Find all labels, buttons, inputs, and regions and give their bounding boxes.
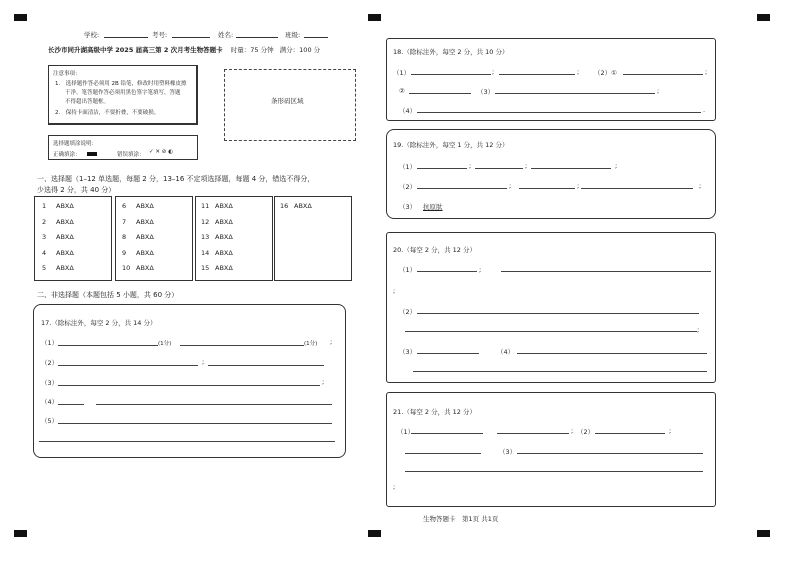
school-label: 学校: xyxy=(84,31,100,39)
notice-title: 注意事项： xyxy=(53,71,81,77)
q21-blank[interactable] xyxy=(595,433,665,434)
q17-part-4: （4） xyxy=(41,398,59,406)
mc-question-number: 9 xyxy=(122,248,127,257)
fill-guide-correct-label: 正确填涂： xyxy=(53,152,81,158)
mc-answer-options[interactable]: ABXΔ xyxy=(136,217,154,226)
q20-blank[interactable] xyxy=(405,331,697,332)
name-field[interactable] xyxy=(236,30,278,38)
q18-punct: ; xyxy=(492,68,495,76)
q20-blank[interactable] xyxy=(517,353,707,354)
mc-question-number: 5 xyxy=(42,264,47,272)
q18-punct: ; xyxy=(657,87,660,95)
mc-question-row[interactable] xyxy=(42,202,74,210)
q19-part-2: （2） xyxy=(399,183,417,191)
notice-item-1c: 不得超出答题框。 xyxy=(65,99,110,105)
mc-answer-options[interactable]: ABXΔ xyxy=(215,248,233,257)
filled-mark-sample xyxy=(87,152,97,156)
q18-blank[interactable] xyxy=(417,112,701,113)
q21-blank[interactable] xyxy=(517,453,703,454)
mc-answer-options[interactable]: ABXΔ xyxy=(136,202,154,210)
q18-part-2: （2）① xyxy=(594,69,617,77)
mc-question-number: 2 xyxy=(42,217,47,226)
alignment-mark xyxy=(757,14,770,21)
fill-guide-title: 选择题填涂说明： xyxy=(53,141,98,147)
q19-punct: ; xyxy=(525,162,528,170)
mc-answer-options[interactable]: ABXΔ xyxy=(294,202,312,210)
q20-part-4: （4） xyxy=(497,348,515,356)
notice-box xyxy=(48,65,198,125)
q18-box xyxy=(386,38,716,121)
wrong-marks-sample: ✓ ✕ ⊘ ◐ xyxy=(149,149,173,155)
q21-blank[interactable] xyxy=(497,433,569,434)
mc-question-row[interactable] xyxy=(122,218,154,226)
q21-blank[interactable] xyxy=(405,471,703,472)
q19-punct: ; xyxy=(615,162,618,170)
mc-question-row[interactable] xyxy=(42,218,74,226)
fill-guide-wrong-label: 错误填涂： xyxy=(117,152,145,158)
alignment-mark xyxy=(14,14,27,21)
page-footer: 生物答题卡 第1页 共1页 xyxy=(423,515,499,523)
mc-question-number: 4 xyxy=(42,248,47,257)
q17-blank[interactable] xyxy=(58,385,320,386)
mc-answer-options[interactable]: ABXΔ xyxy=(215,202,233,210)
q17-blank[interactable] xyxy=(58,365,198,366)
q19-part-3: （3） xyxy=(399,203,417,211)
alignment-mark xyxy=(757,530,770,537)
section2-heading: 二、非选择题（本题包括 5 小题，共 60 分） xyxy=(37,291,179,299)
barcode-label: 条形码区域 xyxy=(271,97,304,105)
alignment-mark xyxy=(368,530,381,537)
q20-blank[interactable] xyxy=(417,353,479,354)
mc-question-row[interactable] xyxy=(201,249,233,257)
q18-punct: ; xyxy=(577,68,580,76)
mc-question-row[interactable] xyxy=(122,202,154,210)
q19-answer-3: 抗原肽 xyxy=(423,203,443,211)
q19-blank[interactable] xyxy=(417,188,507,189)
q19-punct: ; xyxy=(509,182,512,190)
mc-answer-options[interactable]: ABXΔ xyxy=(215,233,233,241)
q20-part-1: （1） xyxy=(399,266,417,274)
mc-answer-options[interactable]: ABXΔ xyxy=(56,217,74,226)
mc-question-row[interactable] xyxy=(122,249,154,257)
notice-item-1: 1. 选择题作答必须用 2B 铅笔，修改时用塑料橡皮擦 xyxy=(55,81,187,87)
q20-part-2: （2） xyxy=(399,308,417,316)
class-field[interactable] xyxy=(304,30,328,38)
mc-question-number: 8 xyxy=(122,233,127,241)
q17-blank[interactable] xyxy=(208,365,324,366)
mc-question-number: 6 xyxy=(122,202,127,210)
mc-question-number: 1 xyxy=(42,202,47,210)
mc-answer-options[interactable]: ABXΔ xyxy=(136,264,154,272)
alignment-mark xyxy=(14,530,27,537)
notice-item-2: 2. 保持卡面清洁，不要折叠，不要破损。 xyxy=(55,110,160,116)
q21-punct: ; xyxy=(393,483,396,491)
q21-box xyxy=(386,392,716,507)
school-field[interactable] xyxy=(104,30,148,38)
q20-blank[interactable] xyxy=(417,313,699,314)
mc-question-row[interactable] xyxy=(201,264,233,272)
q20-blank[interactable] xyxy=(417,271,477,272)
q19-part-1: （1） xyxy=(399,163,417,171)
q17-box xyxy=(33,304,346,458)
q18-punct: . xyxy=(703,106,706,114)
q19-blank[interactable] xyxy=(531,168,611,169)
section1-heading: 一、选择题（1–12 单选题，每题 2 分，13–16 不定项选择题，每题 4 分，错选不得分， xyxy=(37,175,315,183)
alignment-mark xyxy=(368,14,381,21)
q17-blank[interactable] xyxy=(58,404,84,405)
exam-no-label: 考号: xyxy=(152,31,168,39)
name-label: 姓名: xyxy=(218,31,234,39)
q20-title: 20.（每空 2 分，共 12 分） xyxy=(393,246,477,254)
exam-time: 时量：75 分钟 xyxy=(230,46,274,54)
q17-part-2: （2） xyxy=(41,359,59,367)
barcode-area xyxy=(224,69,356,141)
q20-blank[interactable] xyxy=(413,371,707,372)
q21-part-1: （1） xyxy=(397,428,415,436)
q21-part-2: （2） xyxy=(577,428,595,436)
mc-answer-options[interactable]: ABXΔ xyxy=(56,233,74,241)
q19-blank[interactable] xyxy=(475,168,523,169)
q21-blank[interactable] xyxy=(405,453,481,454)
q18-blank[interactable] xyxy=(623,74,703,75)
mc-question-number: 10 xyxy=(122,264,131,272)
mc-question-number: 3 xyxy=(42,233,47,241)
q19-box xyxy=(386,129,716,219)
mc-question-number: 11 xyxy=(201,202,210,210)
mc-question-row[interactable] xyxy=(201,202,233,210)
q17-blank[interactable] xyxy=(58,423,332,424)
q17-blank[interactable] xyxy=(96,404,332,405)
mc-answer-options[interactable]: ABXΔ xyxy=(136,248,154,257)
q17-part-3: （3） xyxy=(41,379,59,387)
exam-title: 长沙市同升湖高级中学 2025 届高三第 2 次月考生物答题卡 xyxy=(48,46,223,54)
mc-question-row[interactable] xyxy=(42,233,74,241)
mc-answer-options[interactable]: ABXΔ xyxy=(56,248,74,257)
q18-punct: ; xyxy=(705,68,708,76)
q20-box xyxy=(386,232,716,383)
mc-question-row[interactable] xyxy=(122,264,154,272)
q20-part-3: （3） xyxy=(399,348,417,356)
q18-part-4: （4） xyxy=(399,107,417,115)
q20-blank[interactable] xyxy=(501,271,711,272)
q19-punct: ; xyxy=(469,162,472,170)
class-label: 班级: xyxy=(285,31,301,39)
q19-punct: ; xyxy=(699,182,702,190)
mc-question-row[interactable] xyxy=(42,249,74,257)
q18-part-3: （3） xyxy=(477,88,495,96)
mc-question-number: 16 xyxy=(280,202,289,210)
q18-blank[interactable] xyxy=(409,93,471,94)
q18-blank[interactable] xyxy=(411,74,491,75)
exam-title-row xyxy=(48,45,320,54)
mc-question-number: 14 xyxy=(201,248,210,257)
q17-title: 17.（除标注外，每空 2 分，共 14 分） xyxy=(41,319,157,327)
mc-answer-options[interactable]: ABXΔ xyxy=(215,264,233,272)
q17-punct: ; xyxy=(322,378,325,386)
q21-punct: ; xyxy=(669,427,672,435)
q18-blank[interactable] xyxy=(499,74,575,75)
mc-question-row[interactable] xyxy=(42,264,74,272)
q19-punct: ; xyxy=(577,182,580,190)
q17-score-note: (1分) xyxy=(158,341,172,347)
q19-blank[interactable] xyxy=(519,188,575,189)
q18-part-1: （1） xyxy=(393,69,411,77)
q20-punct: ; xyxy=(697,326,700,334)
mc-question-row[interactable] xyxy=(201,233,233,241)
q17-punct: ; xyxy=(330,338,333,346)
exam-no-field[interactable] xyxy=(172,30,210,38)
q18-blank[interactable] xyxy=(495,93,655,94)
q17-blank[interactable] xyxy=(58,345,158,346)
q20-punct: ; xyxy=(393,287,396,295)
q17-blank[interactable] xyxy=(180,345,304,346)
section1-heading-2: 少选得 2 分，共 40 分） xyxy=(37,186,116,194)
mc-question-number: 12 xyxy=(201,217,210,226)
mc-question-row[interactable] xyxy=(122,233,154,241)
mc-question-row[interactable] xyxy=(280,202,312,210)
mc-answer-options[interactable]: ABXΔ xyxy=(56,202,74,210)
q17-blank[interactable] xyxy=(39,441,335,442)
mc-question-number: 7 xyxy=(122,217,127,226)
mc-question-row[interactable] xyxy=(201,218,233,226)
q17-punct: ; xyxy=(202,358,205,366)
q19-title: 19.（除标注外，每空 1 分，共 12 分） xyxy=(393,141,509,149)
exam-score: 满分：100 分 xyxy=(279,46,321,54)
q19-blank[interactable] xyxy=(417,168,467,169)
mc-question-number: 15 xyxy=(201,264,210,272)
q17-part-1: （1） xyxy=(41,339,59,347)
fill-guide-box xyxy=(48,135,198,160)
mc-question-number: 13 xyxy=(201,233,210,241)
q20-punct: ; xyxy=(479,266,482,274)
q17-score-note: (1分) xyxy=(304,341,318,347)
q18-title: 18.（除标注外，每空 2 分，共 10 分） xyxy=(393,48,509,56)
q21-part-3: （3） xyxy=(499,448,517,456)
mc-answer-options[interactable]: ABXΔ xyxy=(56,264,74,272)
notice-item-1b: 干净。笔答题作答必须用黑色签字笔填写，答题 xyxy=(65,90,181,96)
q21-punct: ; xyxy=(571,427,574,435)
q18-part-2b: ② xyxy=(399,87,405,95)
q17-part-5: （5） xyxy=(41,417,59,425)
q19-blank[interactable] xyxy=(581,188,693,189)
q21-title: 21.（每空 2 分，共 12 分） xyxy=(393,408,477,416)
mc-answer-options[interactable]: ABXΔ xyxy=(136,233,154,241)
q21-blank[interactable] xyxy=(411,433,483,434)
mc-answer-options[interactable]: ABXΔ xyxy=(215,217,233,226)
